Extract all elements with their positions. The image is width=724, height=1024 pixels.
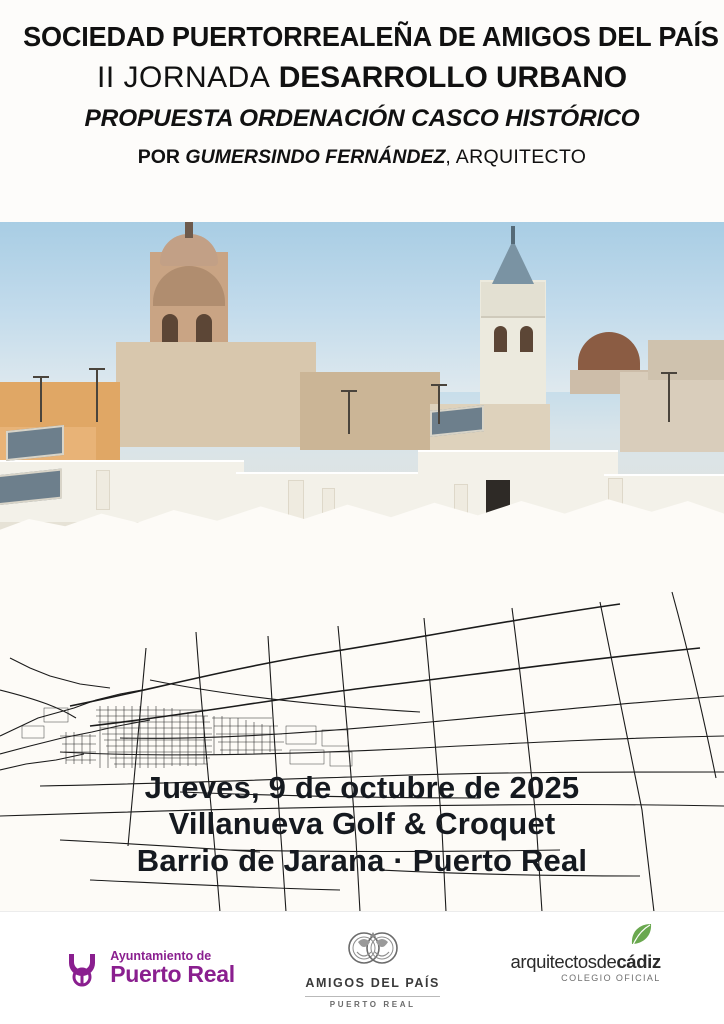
tv-antenna <box>348 390 350 434</box>
amigos-seal-icon <box>340 928 406 972</box>
brick-tower-window <box>196 314 212 344</box>
church-block <box>116 342 316 447</box>
cadiz-label-bold: cádiz <box>616 951 661 973</box>
event-location: Barrio de Jarana · Puerto Real <box>136 842 588 878</box>
puerto-real-emblem-icon <box>63 948 101 988</box>
tv-antenna <box>438 384 440 424</box>
white-tower-belfry <box>481 282 545 318</box>
event-details <box>0 770 724 879</box>
cadiz-label <box>511 953 661 972</box>
organization-title: SOCIEDAD PUERTORREALEÑA DE AMIGOS DEL PAÍS <box>23 21 719 52</box>
speaker-role: , ARQUITECTO <box>445 146 587 169</box>
logo-ayuntamiento-puerto-real <box>63 948 235 988</box>
logo-arquitectos-de-cadiz <box>511 953 661 983</box>
amigos-sublabel: PUERTO REAL <box>305 996 440 1009</box>
tv-antenna <box>40 376 42 422</box>
chimney <box>96 470 110 510</box>
townscape-photo <box>0 222 724 562</box>
speaker-prefix: POR <box>137 146 180 169</box>
white-tower-window <box>494 326 507 352</box>
church-annex <box>300 372 440 450</box>
solar-panel <box>6 425 64 461</box>
session-title-line <box>18 62 706 94</box>
speaker-name: GUMERSINDO FERNÁNDEZ <box>185 146 446 169</box>
brick-tower-window <box>162 314 178 344</box>
session-title: DESARROLLO URBANO <box>278 60 627 94</box>
session-prefix: II JORNADA <box>97 60 271 94</box>
speaker-line <box>18 146 706 169</box>
white-tower-window <box>520 326 533 352</box>
tv-antenna <box>96 368 98 422</box>
right-building-upper <box>648 340 724 380</box>
event-date: Jueves, 9 de octubre de 2025 <box>144 770 580 805</box>
amigos-label: AMIGOS DEL PAÍS <box>305 975 440 990</box>
cadiz-label-light: arquitectosde <box>510 951 617 973</box>
brick-tower-spire <box>185 222 193 238</box>
white-tower-mast <box>511 226 515 244</box>
logo-amigos-del-pais <box>305 928 440 1009</box>
cadiz-sublabel: COLEGIO OFICIAL <box>561 972 661 983</box>
session-subtitle: PROPUESTA ORDENACIÓN CASCO HISTÓRICO <box>84 105 640 133</box>
tv-antenna <box>668 372 670 422</box>
right-building <box>620 372 724 452</box>
event-venue: Villanueva Golf & Croquet <box>168 806 556 842</box>
leaf-icon <box>629 922 653 948</box>
ayuntamiento-label: Ayuntamiento de <box>110 948 212 963</box>
footer-logo-bar <box>0 911 724 1024</box>
puerto-real-label: Puerto Real <box>110 961 235 988</box>
poster-header <box>0 0 724 222</box>
